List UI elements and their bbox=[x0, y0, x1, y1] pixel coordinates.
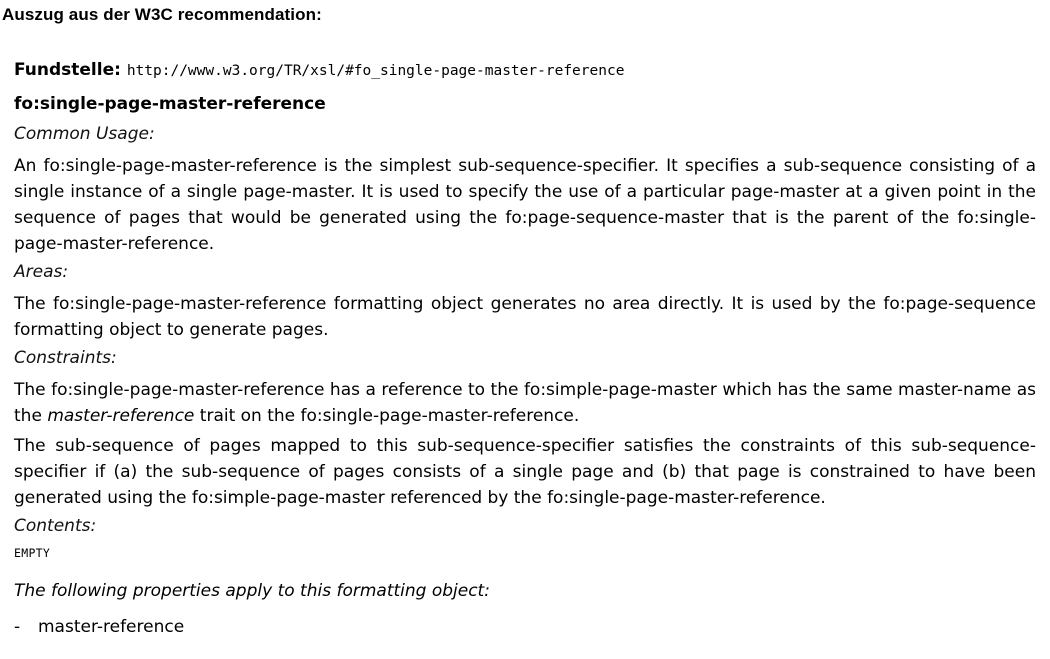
areas-text: The fo:single-page-master-reference formatting object generates no area directly. It is used by the fo:page-sequence formatting object to generate pages. bbox=[14, 294, 1036, 340]
page-heading: Auszug aus der W3C recommendation: bbox=[2, 5, 322, 24]
property-name: master-reference bbox=[38, 617, 185, 637]
contents-label: Contents: bbox=[14, 516, 97, 536]
constraints-label: Constraints: bbox=[14, 348, 117, 368]
constraints-trait-name: master-reference bbox=[47, 406, 195, 426]
list-bullet: - bbox=[14, 617, 21, 637]
contents-value: EMPTY bbox=[14, 546, 51, 560]
common-usage-label: Common Usage: bbox=[14, 124, 155, 144]
properties-intro: The following properties apply to this formatting object: bbox=[14, 581, 490, 601]
constraints-text-1-after: trait on the fo:single-page-master-reference. bbox=[194, 406, 580, 426]
constraints-text-1-before: The fo:single-page-master-reference has a reference to the fo:simple-page-master which has the same master-name as the bbox=[14, 380, 1036, 426]
source-reference bbox=[14, 58, 1036, 83]
list-item bbox=[14, 615, 1036, 639]
areas-label: Areas: bbox=[14, 262, 69, 282]
source-url: http://www.w3.org/TR/xsl/#fo_single-page-master-reference bbox=[126, 63, 625, 79]
constraints-text-2: The sub-sequence of pages mapped to this sub-sequence-specifier satisfies the constraints of this sub-sequence-specifier if (a) the sub-sequence of pages consists of a single page and (b) that page is constrained to have been generated using the fo:simple-page-master referenced by the fo:single-page-master-reference. bbox=[14, 436, 1036, 508]
object-title: fo:single-page-master-reference bbox=[14, 94, 326, 114]
constraints-text-1 bbox=[14, 377, 1036, 429]
common-usage-text: An fo:single-page-master-reference is the simplest sub-sequence-specifier. It specifies a sub-sequence consisting of a single instance of a single page-master. It is used to specify the use of a particular page-master at a given point in the sequence of pages that would be generated using the fo:page-sequence-master that is the parent of the fo:single-page-master-reference. bbox=[14, 156, 1036, 254]
document-content bbox=[14, 58, 1036, 639]
source-label: Fundstelle: bbox=[14, 60, 121, 80]
properties-list bbox=[14, 615, 1036, 639]
